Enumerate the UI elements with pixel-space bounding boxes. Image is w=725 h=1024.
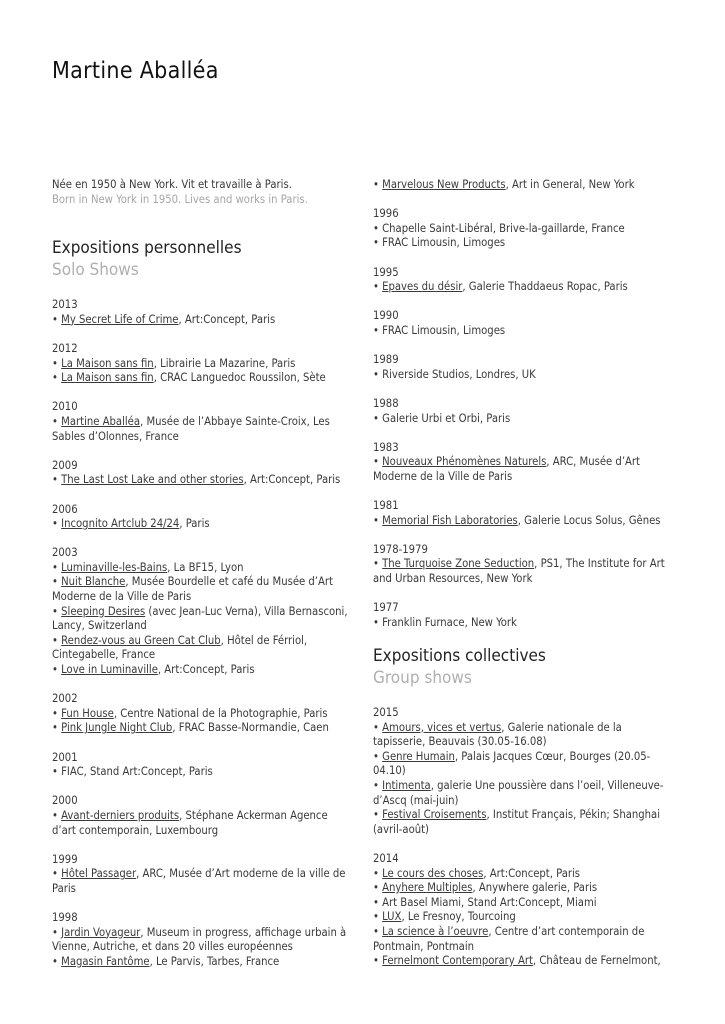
exhibition-entry: • La Maison sans fin, CRAC Languedoc Roussilon, Sète (52, 371, 326, 385)
left-column (52, 178, 352, 984)
year-block (52, 298, 352, 327)
exhibition-details: , Anywhere galerie, Paris (472, 881, 598, 895)
exhibition-details: , Musée Bourdelle et café du Musée d’Art Moderne de la Ville de Paris (52, 575, 333, 604)
exhibition-entry: • The Last Lost Lake and other stories, Art:Concept, Paris (52, 473, 341, 487)
group-shows-list (373, 706, 673, 969)
exhibition-entry: • Galerie Urbi et Orbi, Paris (373, 411, 511, 425)
solo-shows-list-continued (373, 178, 673, 630)
exhibition-title-link[interactable]: LUX (382, 910, 402, 924)
year-block (373, 266, 673, 295)
exhibition-entry: • My Secret Life of Crime, Art:Concept, Paris (52, 312, 276, 326)
exhibition-details: , Art:Concept, Paris (483, 866, 581, 880)
year-block (373, 309, 673, 338)
exhibition-title-link[interactable]: Magasin Fantôme (61, 954, 150, 968)
exhibition-details: , Château de Fernelmont, (532, 954, 661, 968)
exhibition-entry: • La Maison sans fin, Librairie La Mazarine, Paris (52, 356, 296, 370)
exhibition-details: FRAC Limousin, Limoges (382, 323, 506, 337)
exhibition-title-link[interactable]: Festival Croisements (382, 808, 487, 822)
year-block (373, 852, 673, 969)
exhibition-title-link[interactable]: Anyhere Multiples (382, 881, 473, 895)
exhibition-title-link[interactable]: The Last Lost Lake and other stories (61, 473, 244, 487)
year-block (373, 543, 673, 587)
section-heading-french: Expositions personnelles (52, 238, 242, 259)
solo-shows-list (52, 298, 352, 969)
exhibition-entry: • Hôtel Passager, ARC, Musée d’Art moderne de la ville de Paris (52, 867, 346, 895)
exhibition-entry: • Nouveaux Phénomènes Naturels, ARC, Musée d’Art Moderne de la Ville de Paris (373, 455, 640, 483)
exhibition-details: , ARC, Musée d’Art moderne de la ville de Paris (52, 867, 346, 895)
year-block (52, 459, 352, 488)
exhibition-title-link[interactable]: Epaves du désir (382, 280, 463, 294)
exhibition-entry: • Franklin Furnace, New York (373, 615, 517, 629)
year-label: 1998 (52, 911, 78, 925)
exhibition-entry: • Incognito Artclub 24/24, Paris (52, 517, 210, 531)
exhibition-title-link[interactable]: Marvelous New Products (382, 178, 506, 191)
exhibition-details: , Le Fresnoy, Tourcoing (401, 910, 516, 924)
exhibition-entry: • Avant-derniers produits, Stéphane Ackerman Agence d’art contemporain, Luxembourg (52, 808, 328, 837)
exhibition-entry: • Nuit Blanche, Musée Bourdelle et café du Musée d’Art Moderne de la Ville de Paris (52, 575, 333, 604)
year-label: 1977 (373, 601, 399, 615)
exhibition-title-link[interactable]: Luminaville-les-Bains (61, 560, 168, 574)
exhibition-title-link[interactable]: Love in Luminaville (61, 663, 158, 677)
exhibition-details: , Centre d’art contemporain de Pontmain, Pontmain (373, 924, 645, 953)
exhibition-details: , Librairie La Mazarine, Paris (153, 356, 296, 370)
exhibition-entry: • Love in Luminaville, Art:Concept, Paris (52, 663, 255, 677)
exhibition-entry: • La science à l’oeuvre, Centre d’art contemporain de Pontmain, Pontmain (373, 924, 645, 953)
exhibition-title-link[interactable]: The Turquoise Zone Seduction (382, 557, 535, 571)
year-label: 2003 (52, 546, 78, 560)
year-label: 1978-1979 (373, 542, 428, 556)
year-block (373, 441, 673, 485)
exhibition-entry: • Chapelle Saint-Libéral, Brive-la-gaillarde, France (373, 221, 625, 235)
exhibition-entry: • Epaves du désir, Galerie Thaddaeus Ropac, Paris (373, 280, 628, 294)
year-block (52, 400, 352, 444)
exhibition-details: (avec Jean-Luc Verna), Villa Bernasconi, Lancy, Switzerland (52, 604, 348, 633)
exhibition-details: , La BF15, Lyon (167, 560, 244, 574)
section-heading-english: Solo Shows (52, 260, 139, 281)
exhibition-details: , Le Parvis, Tarbes, France (149, 954, 280, 968)
exhibition-details: , Art:Concept, Paris (157, 663, 255, 677)
exhibition-entry: • Amours, vices et vertus, Galerie nationale de la tapisserie, Beauvais (30.05-16.08) (373, 720, 622, 749)
section-heading-english: Group shows (373, 668, 472, 688)
exhibition-title-link[interactable]: Intimenta (382, 778, 431, 792)
exhibition-details: , CRAC Languedoc Roussilon, Sète (153, 371, 326, 385)
exhibition-details: , Galerie Locus Solus, Gênes (517, 513, 661, 527)
exhibition-details: , Stéphane Ackerman Agence d’art contemporain, Luxembourg (52, 808, 328, 837)
exhibition-details: , PS1, The Institute for Art and Urban Resources, New York (373, 557, 665, 586)
exhibition-title-link[interactable]: Fun House (61, 706, 114, 720)
exhibition-details: Chapelle Saint-Libéral, Brive-la-gaillarde, France (382, 221, 625, 235)
year-block (373, 499, 673, 528)
exhibition-entry: • Jardin Voyageur, Museum in progress, affichage urbain à Vienne, Autriche, et dans 20 villes européennes (52, 925, 347, 954)
year-label: 2000 (52, 794, 78, 808)
year-label: 1988 (373, 396, 399, 410)
exhibition-entry: • Art Basel Miami, Stand Art:Concept, Miami (373, 895, 597, 909)
bio-french: Née en 1950 à New York. Vit et travaille à Paris. (52, 178, 292, 191)
year-label: 1983 (373, 440, 399, 454)
exhibition-title-link[interactable]: Hôtel Passager (61, 867, 137, 881)
year-label: 1995 (373, 265, 399, 279)
exhibition-details: Galerie Urbi et Orbi, Paris (382, 411, 511, 425)
year-block (373, 601, 673, 630)
exhibition-entry: • Magasin Fantôme, Le Parvis, Tarbes, France (52, 954, 280, 968)
exhibition-entry: • Pink Jungle Night Club, FRAC Basse-Normandie, Caen (52, 721, 329, 735)
year-label: 2013 (52, 298, 78, 312)
year-label: 1981 (373, 499, 399, 513)
exhibition-title-link[interactable]: La Maison sans fin (61, 371, 154, 385)
exhibition-entry: • Martine Aballéa, Musée de l’Abbaye Sainte-Croix, Les Sables d’Olonnes, France (52, 414, 330, 443)
exhibition-details: , Centre National de la Photographie, Paris (113, 706, 328, 720)
exhibition-entry: • FRAC Limousin, Limoges (373, 236, 506, 250)
year-label: 2015 (373, 706, 399, 719)
exhibition-entry: • Rendez-vous au Green Cat Club, Hôtel de Férriol, Cintegabelle, France (52, 633, 308, 662)
year-block (373, 397, 673, 426)
year-label: 1999 (52, 852, 78, 866)
exhibition-details: , Art in General, New York (505, 178, 635, 191)
exhibition-entry: • Riverside Studios, Londres, UK (373, 367, 536, 381)
year-label: 2010 (52, 400, 78, 414)
exhibition-entry: • Luminaville-les-Bains, La BF15, Lyon (52, 560, 244, 574)
bio-english: Born in New York in 1950. Lives and works in Paris. (52, 192, 308, 206)
exhibition-title-link[interactable]: My Secret Life of Crime (61, 312, 179, 326)
year-block (52, 853, 352, 897)
year-block (52, 751, 352, 780)
year-block (52, 546, 352, 677)
exhibition-entry: • Marvelous New Products, Art in General, New York (373, 178, 635, 191)
year-label: 2014 (373, 851, 399, 865)
year-label: 2009 (52, 458, 78, 472)
solo-shows-heading (52, 237, 352, 281)
year-label: 2001 (52, 750, 78, 764)
group-shows-heading (373, 645, 673, 689)
exhibition-details: , Galerie nationale de la tapisserie, Beauvais (30.05-16.08) (373, 720, 622, 749)
exhibition-details: Riverside Studios, Londres, UK (382, 367, 536, 381)
exhibition-entry: • Anyhere Multiples, Anywhere galerie, Paris (373, 881, 598, 895)
right-column (373, 178, 673, 983)
exhibition-details: , Museum in progress, affichage urbain à Vienne, Autriche, et dans 20 villes européennes (52, 925, 347, 954)
exhibition-details: , Hôtel de Férriol, Cintegabelle, France (52, 633, 308, 662)
exhibition-details: , Art:Concept, Paris (243, 473, 341, 487)
year-label: 1990 (373, 309, 399, 323)
year-label: 1996 (373, 207, 399, 221)
exhibition-entry: • Memorial Fish Laboratories, Galerie Locus Solus, Gênes (373, 513, 661, 527)
exhibition-details: , FRAC Basse-Normandie, Caen (172, 721, 329, 735)
year-block (52, 342, 352, 386)
exhibition-details: , Paris (179, 517, 210, 531)
exhibition-title-link[interactable]: Incognito Artclub 24/24 (61, 517, 180, 531)
exhibition-entry: • FIAC, Stand Art:Concept, Paris (52, 765, 213, 779)
year-label: 1989 (373, 353, 399, 367)
exhibition-entry: • The Turquoise Zone Seduction, PS1, The Institute for Art and Urban Resources, New York (373, 557, 665, 586)
exhibition-title-link[interactable]: Martine Aballéa (61, 414, 141, 428)
year-label: 2002 (52, 692, 78, 706)
exhibition-details: , Institut Français, Pékin; Shanghai (avril-août) (373, 808, 660, 836)
exhibition-entry: • Fun House, Centre National de la Photographie, Paris (52, 706, 328, 720)
year-block (373, 178, 673, 193)
year-block (52, 911, 352, 969)
exhibition-title-link[interactable]: Nouveaux Phénomènes Naturels (382, 455, 547, 469)
exhibition-entry: • FRAC Limousin, Limoges (373, 323, 506, 337)
exhibition-details: Art Basel Miami, Stand Art:Concept, Miami (382, 895, 597, 909)
year-block (52, 692, 352, 736)
year-block (52, 503, 352, 532)
exhibition-entry: • Genre Humain, Palais Jacques Cœur, Bourges (20.05-04.10) (373, 749, 651, 778)
exhibition-details: , galerie Une poussière dans l’oeil, Villeneuve-d’Ascq (mai-juin) (373, 778, 664, 807)
exhibition-title-link[interactable]: Sleeping Desires (61, 604, 146, 618)
exhibition-details: Franklin Furnace, New York (382, 615, 517, 629)
year-block (373, 706, 673, 837)
year-label: 2012 (52, 341, 78, 355)
bio (52, 178, 352, 207)
exhibition-entry: • LUX, Le Fresnoy, Tourcoing (373, 910, 516, 924)
exhibition-details: , Musée de l’Abbaye Sainte-Croix, Les Sables d’Olonnes, France (52, 414, 330, 443)
exhibition-details: FRAC Limousin, Limoges (382, 236, 506, 250)
exhibition-entry: • Sleeping Desires (avec Jean-Luc Verna), Villa Bernasconi, Lancy, Switzerland (52, 604, 348, 633)
exhibition-title-link[interactable]: Memorial Fish Laboratories (382, 513, 518, 527)
exhibition-title-link[interactable]: La Maison sans fin (61, 356, 154, 370)
exhibition-details: , Palais Jacques Cœur, Bourges (20.05-04.10) (373, 749, 651, 778)
exhibition-details: , Art:Concept, Paris (178, 312, 276, 326)
exhibition-title-link[interactable]: Le cours des choses (382, 866, 484, 880)
exhibition-title-link[interactable]: Pink Jungle Night Club (61, 721, 173, 735)
exhibition-title-link[interactable]: Genre Humain (382, 749, 455, 763)
exhibition-title-link[interactable]: Rendez-vous au Green Cat Club (61, 633, 221, 647)
exhibition-title-link[interactable]: Jardin Voyageur (61, 925, 141, 939)
exhibition-details: , Galerie Thaddaeus Ropac, Paris (462, 280, 628, 294)
exhibition-details: FIAC, Stand Art:Concept, Paris (61, 765, 213, 779)
exhibition-title-link[interactable]: La science à l’oeuvre (382, 924, 489, 938)
exhibition-title-link[interactable]: Amours, vices et vertus (382, 720, 502, 734)
section-heading-french: Expositions collectives (373, 646, 546, 666)
exhibition-title-link[interactable]: Fernelmont Contemporary Art (382, 954, 533, 968)
exhibition-entry: • Intimenta, galerie Une poussière dans l’oeil, Villeneuve-d’Ascq (mai-juin) (373, 778, 664, 807)
exhibition-entry: • Fernelmont Contemporary Art, Château de Fernelmont, (373, 954, 661, 968)
exhibition-details: , ARC, Musée d’Art Moderne de la Ville de Paris (373, 455, 640, 483)
exhibition-entry: • Le cours des choses, Art:Concept, Paris (373, 866, 581, 880)
year-block (373, 353, 673, 382)
exhibition-title-link[interactable]: Avant-derniers produits (61, 808, 180, 822)
page-title: Martine Aballéa (52, 58, 219, 84)
exhibition-title-link[interactable]: Nuit Blanche (61, 575, 126, 589)
exhibition-entry: • Festival Croisements, Institut Français, Pékin; Shanghai (avril-août) (373, 808, 660, 836)
year-block (52, 794, 352, 838)
year-label: 2006 (52, 502, 78, 516)
year-block (373, 207, 673, 251)
